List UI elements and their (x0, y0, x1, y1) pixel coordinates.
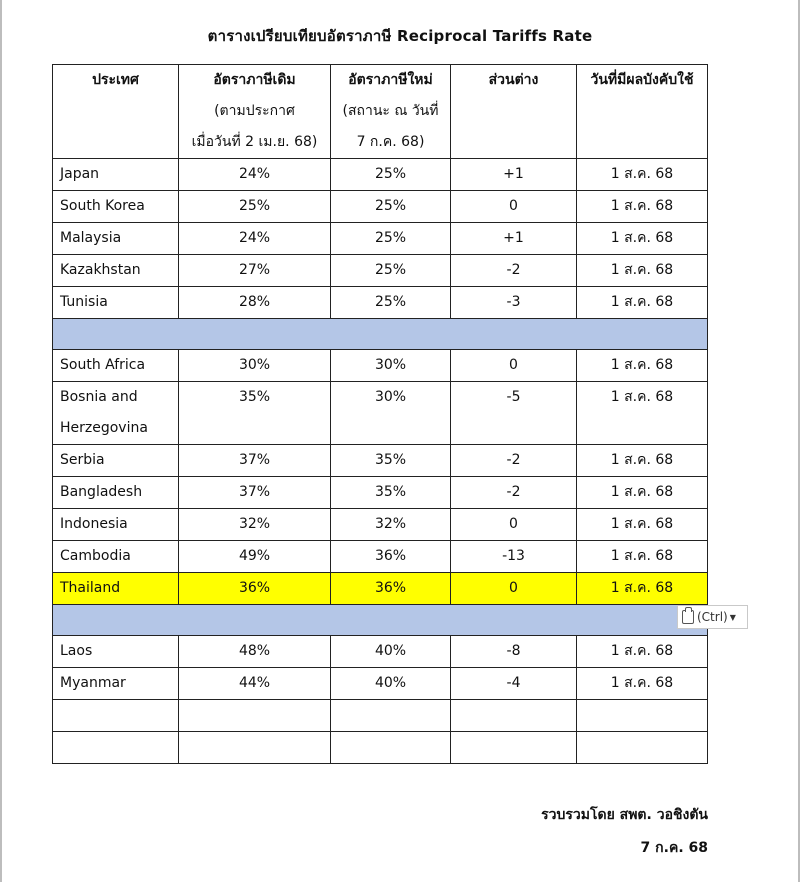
table-row (53, 223, 708, 255)
new-rate-cell: 40% (331, 636, 451, 668)
difference-cell: +1 (451, 223, 577, 255)
effective-date-cell: 1 ส.ค. 68 (577, 541, 708, 573)
table-row (53, 636, 708, 668)
table-row (53, 477, 708, 509)
new-rate-cell: 25% (331, 287, 451, 319)
chevron-down-icon: ▼ (729, 613, 736, 622)
footer-date: 7 ก.ค. 68 (640, 840, 708, 856)
new-rate-cell: 40% (331, 668, 451, 700)
effective-date-cell: 1 ส.ค. 68 (577, 573, 708, 605)
country-cell: South Korea (53, 191, 179, 223)
new-rate-cell: 35% (331, 445, 451, 477)
old-rate-cell: 37% (179, 477, 331, 509)
tariff-comparison-table (52, 64, 708, 764)
new-rate-cell: 32% (331, 509, 451, 541)
difference-cell: +1 (451, 159, 577, 191)
old-rate-cell: 36% (179, 573, 331, 605)
country-cell: Laos (53, 636, 179, 668)
old-rate-cell: 24% (179, 223, 331, 255)
table-row (53, 668, 708, 700)
header-effective-date: วันที่มีผลบังคับใช้ (577, 65, 708, 159)
old-rate-cell: 24% (179, 159, 331, 191)
old-rate-cell: 30% (179, 350, 331, 382)
header-old-rate: อัตราภาษีเดิม (ตามประกาศ เมื่อวันที่ 2 เม.ย. 68) (179, 65, 331, 159)
effective-date-cell: 1 ส.ค. 68 (577, 287, 708, 319)
difference-cell: -13 (451, 541, 577, 573)
country-cell: Japan (53, 159, 179, 191)
empty-table-row (53, 700, 708, 732)
new-rate-cell: 25% (331, 223, 451, 255)
difference-cell: -4 (451, 668, 577, 700)
new-rate-cell: 30% (331, 350, 451, 382)
old-rate-cell: 48% (179, 636, 331, 668)
country-cell: Indonesia (53, 509, 179, 541)
effective-date-cell: 1 ส.ค. 68 (577, 445, 708, 477)
effective-date-cell: 1 ส.ค. 68 (577, 159, 708, 191)
country-cell: Kazakhstan (53, 255, 179, 287)
group-separator-band (53, 605, 708, 636)
old-rate-cell: 44% (179, 668, 331, 700)
difference-cell: -5 (451, 382, 577, 445)
table-row (53, 287, 708, 319)
table-row (53, 541, 708, 573)
new-rate-cell: 25% (331, 255, 451, 287)
country-cell: South Africa (53, 350, 179, 382)
header-difference: ส่วนต่าง (451, 65, 577, 159)
effective-date-cell: 1 ส.ค. 68 (577, 255, 708, 287)
country-cell: Malaysia (53, 223, 179, 255)
difference-cell: 0 (451, 350, 577, 382)
old-rate-cell: 35% (179, 382, 331, 445)
country-cell: Tunisia (53, 287, 179, 319)
new-rate-cell: 30% (331, 382, 451, 445)
effective-date-cell: 1 ส.ค. 68 (577, 509, 708, 541)
effective-date-cell: 1 ส.ค. 68 (577, 477, 708, 509)
table-row-highlighted-thailand (53, 573, 708, 605)
difference-cell: -2 (451, 445, 577, 477)
document-title: ตารางเปรียบเทียบอัตราภาษี Reciprocal Tariffs Rate (207, 27, 593, 45)
old-rate-cell: 25% (179, 191, 331, 223)
new-rate-cell: 36% (331, 573, 451, 605)
country-cell: Myanmar (53, 668, 179, 700)
difference-cell: 0 (451, 509, 577, 541)
old-rate-cell: 28% (179, 287, 331, 319)
new-rate-cell: 25% (331, 191, 451, 223)
paste-options-button[interactable] (677, 605, 748, 629)
table-row (53, 350, 708, 382)
new-rate-cell: 36% (331, 541, 451, 573)
table-row (53, 445, 708, 477)
old-rate-cell: 37% (179, 445, 331, 477)
effective-date-cell: 1 ส.ค. 68 (577, 223, 708, 255)
table-row (53, 382, 708, 445)
new-rate-cell: 25% (331, 159, 451, 191)
group-separator-band (53, 319, 708, 350)
difference-cell: -8 (451, 636, 577, 668)
difference-cell: -2 (451, 255, 577, 287)
compiled-by-text: รวบรวมโดย สพต. วอชิงตัน (541, 807, 708, 823)
table-row (53, 191, 708, 223)
country-cell: Bangladesh (53, 477, 179, 509)
effective-date-cell: 1 ส.ค. 68 (577, 668, 708, 700)
old-rate-cell: 27% (179, 255, 331, 287)
table-row (53, 159, 708, 191)
country-cell: Thailand (53, 573, 179, 605)
difference-cell: -3 (451, 287, 577, 319)
effective-date-cell: 1 ส.ค. 68 (577, 350, 708, 382)
header-country: ประเทศ (53, 65, 179, 159)
difference-cell: 0 (451, 573, 577, 605)
table-row (53, 509, 708, 541)
paste-options-label: (Ctrl) (697, 610, 728, 624)
table-header-row (53, 65, 708, 159)
country-cell: Serbia (53, 445, 179, 477)
header-new-rate: อัตราภาษีใหม่ (สถานะ ณ วันที่ 7 ก.ค. 68) (331, 65, 451, 159)
effective-date-cell: 1 ส.ค. 68 (577, 382, 708, 445)
effective-date-cell: 1 ส.ค. 68 (577, 636, 708, 668)
new-rate-cell: 35% (331, 477, 451, 509)
effective-date-cell: 1 ส.ค. 68 (577, 191, 708, 223)
difference-cell: 0 (451, 191, 577, 223)
old-rate-cell: 49% (179, 541, 331, 573)
country-cell: Bosnia and Herzegovina (53, 382, 179, 445)
page-edge-left (0, 0, 2, 882)
empty-table-row (53, 732, 708, 764)
table-row (53, 255, 708, 287)
clipboard-icon (682, 610, 694, 624)
old-rate-cell: 32% (179, 509, 331, 541)
country-cell: Cambodia (53, 541, 179, 573)
difference-cell: -2 (451, 477, 577, 509)
